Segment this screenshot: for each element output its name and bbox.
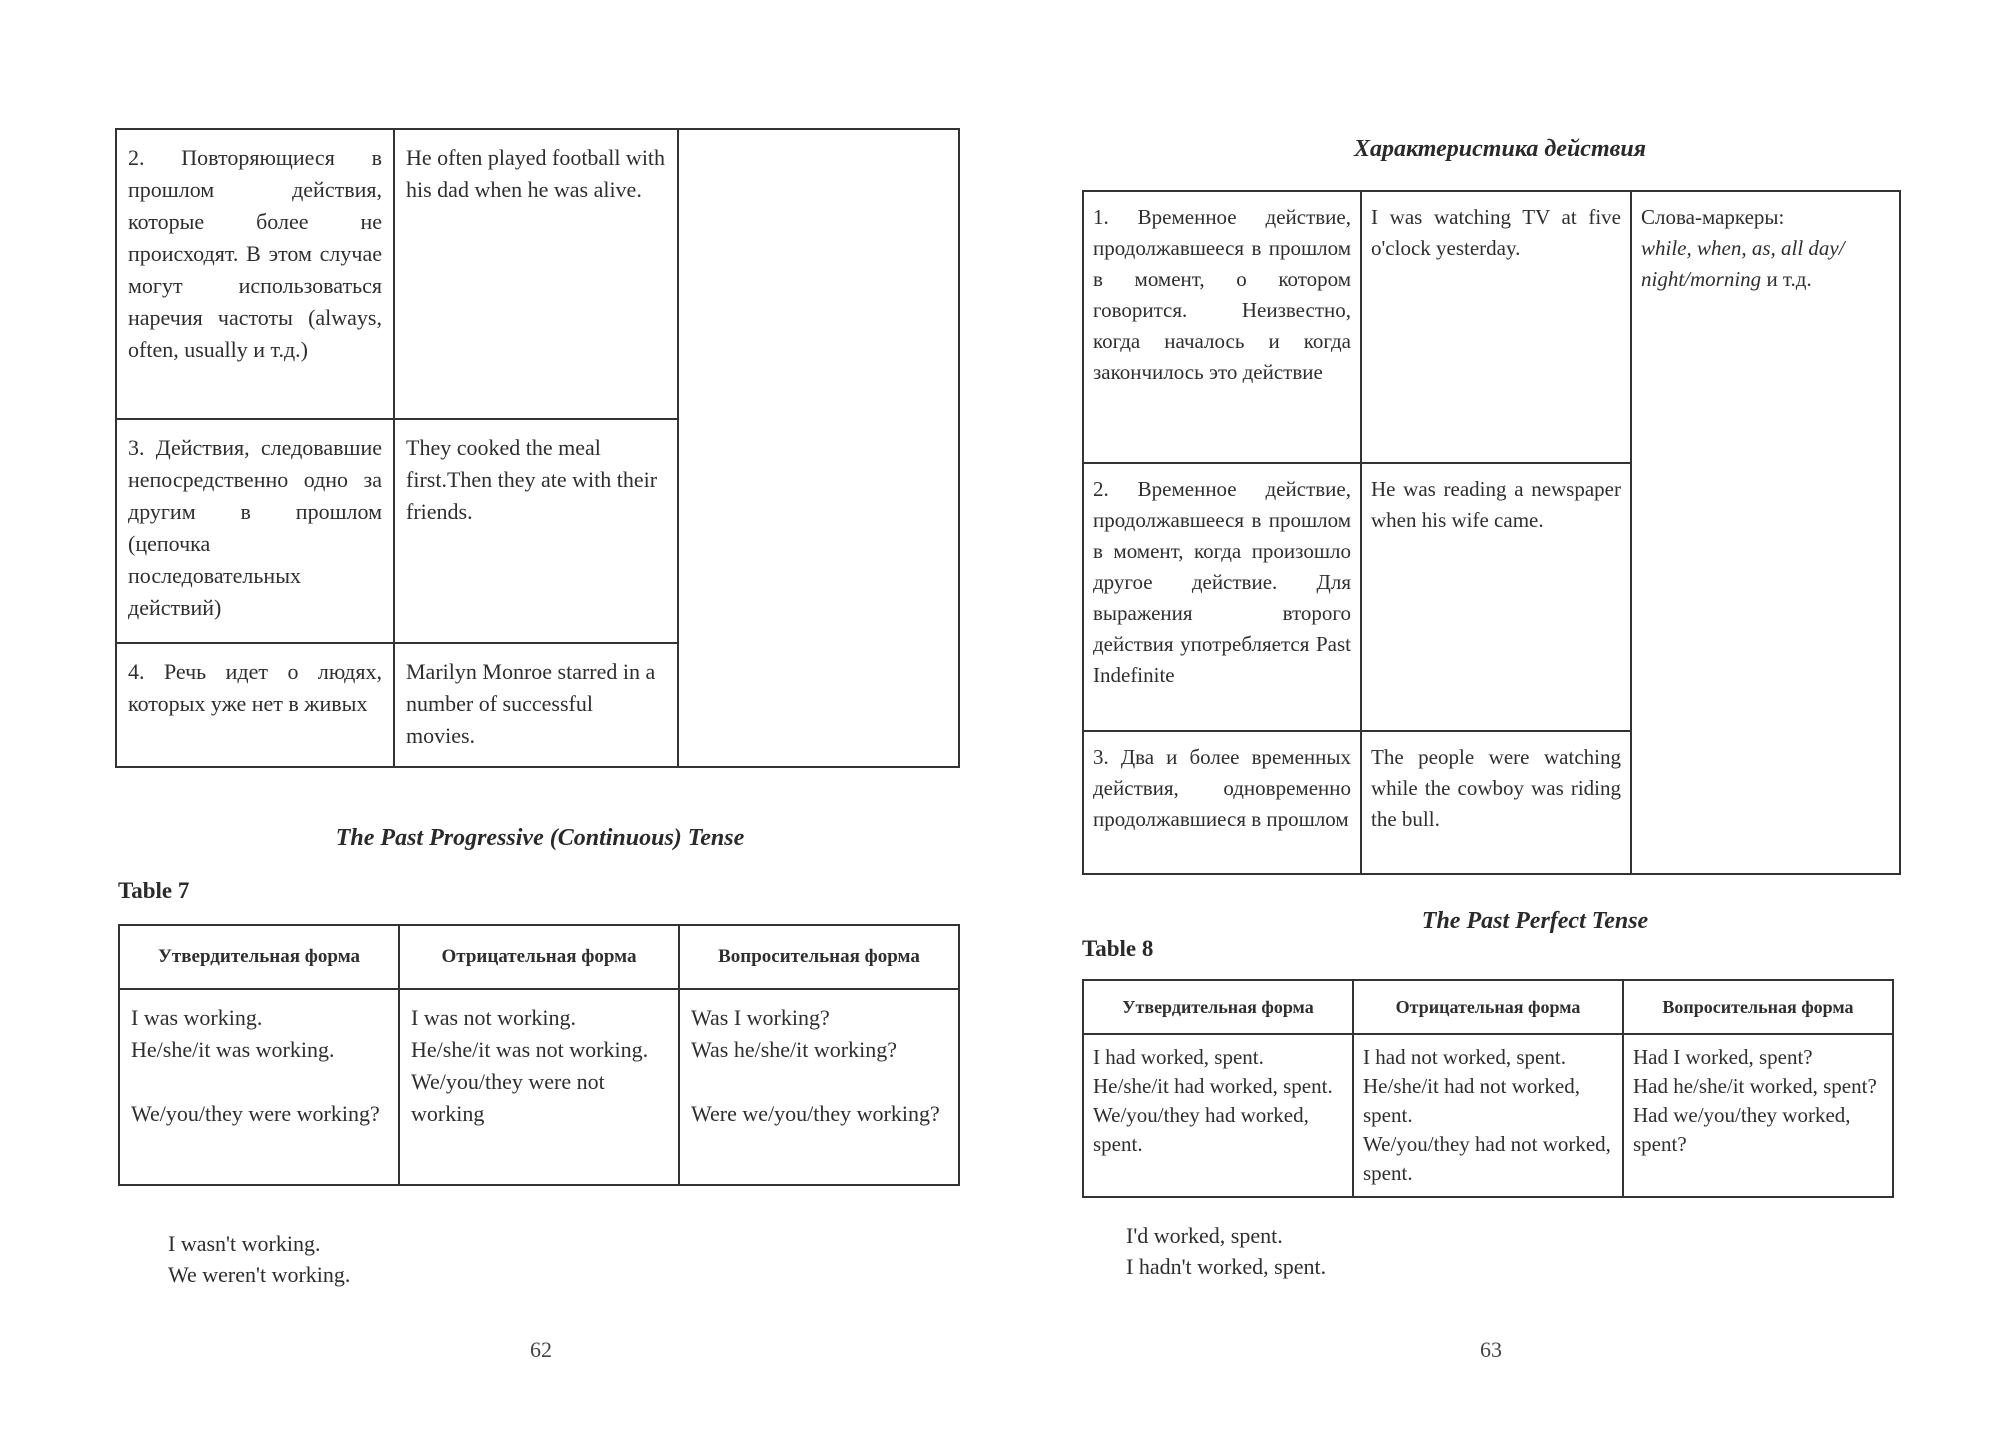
contraction-line: I hadn't worked, spent. <box>1126 1254 1327 1279</box>
action-example: He was reading a newspaper when his wife came. <box>1361 463 1631 731</box>
usage-example: He often played football with his dad when he was alive. <box>394 129 678 419</box>
header-affirmative: Утвердительная форма <box>119 925 399 989</box>
usage-description: 4. Речь идет о людях, которых уже нет в живых <box>116 643 394 767</box>
usage-note-cell <box>678 129 959 767</box>
usage-example: They cooked the meal first.Then they ate with their friends. <box>394 419 678 643</box>
header-negative: Отрицательная форма <box>1353 980 1623 1034</box>
section-heading-past-perfect: The Past Perfect Tense <box>1421 908 1649 934</box>
contraction-line: We weren't working. <box>168 1262 351 1287</box>
action-description: 1. Временное действие, продолжавшееся в прошлом в момент, о котором говорится. Неизвестно, когда началось и когда закончилось это действие <box>1083 191 1361 463</box>
section-heading: Характеристика действия <box>1353 136 1647 162</box>
header-interrogative: Вопросительная форма <box>1623 980 1893 1034</box>
table-header-row <box>1083 980 1893 1034</box>
action-example: The people were watching while the cowboy was riding the bull. <box>1361 731 1631 874</box>
markers-words: while, when, as, all day/ night/morning <box>1641 236 1845 291</box>
header-interrogative: Вопросительная форма <box>679 925 959 989</box>
marker-words-cell <box>1631 191 1900 874</box>
affirmative-forms: I was working. He/she/it was working. We/you/they were working? <box>119 989 399 1185</box>
page-number: 63 <box>1480 1337 1502 1362</box>
table-row <box>119 989 959 1185</box>
header-affirmative: Утвердительная форма <box>1083 980 1353 1034</box>
action-description: 3. Два и более временных действия, одновременно продолжавшиеся в прошлом <box>1083 731 1361 874</box>
negative-forms: I was not working. He/she/it was not working. We/you/they were not working <box>399 989 679 1185</box>
negative-forms: I had not worked, spent. He/she/it had not worked, spent. We/you/they had not worked, spent. <box>1353 1034 1623 1197</box>
right-page <box>1000 0 2000 1430</box>
interrogative-forms: Was I working? Was he/she/it working? Were we/you/they working? <box>679 989 959 1185</box>
action-example: I was watching TV at five o'clock yesterday. <box>1361 191 1631 463</box>
table-row <box>1083 191 1900 463</box>
action-description: 2. Временное действие, продолжавшееся в прошлом в момент, когда произошло другое действие. Для выражения второго действия употребляется Past Indefinite <box>1083 463 1361 731</box>
action-characteristics-table <box>1082 190 1901 875</box>
past-progressive-forms-table <box>118 924 960 1186</box>
contraction-line: I'd worked, spent. <box>1126 1223 1283 1248</box>
usage-description: 3. Действия, следовавшие непосредственно одно за другим в прошлом (цепочка последовательных действий) <box>116 419 394 643</box>
interrogative-forms: Had I worked, spent? Had he/she/it worked, spent? Had we/you/they worked, spent? <box>1623 1034 1893 1197</box>
usage-description: 2. Повторяющиеся в прошлом действия, которые более не происходят. В этом случае могут использоваться наречия частоты (always, often, usually и т.д.) <box>116 129 394 419</box>
markers-label: Слова-маркеры: <box>1641 205 1785 229</box>
usage-example: Marilyn Monroe starred in a number of successful movies. <box>394 643 678 767</box>
table-row <box>116 129 959 419</box>
section-heading: The Past Progressive (Continuous) Tense <box>335 825 745 851</box>
table-label: Table 7 <box>118 878 190 903</box>
markers-suffix: и т.д. <box>1761 267 1812 291</box>
contractions-block <box>168 1228 350 1290</box>
header-negative: Отрицательная форма <box>399 925 679 989</box>
affirmative-forms: I had worked, spent. He/she/it had worked, spent. We/you/they had worked, spent. <box>1083 1034 1353 1197</box>
contractions-block <box>1126 1220 1326 1282</box>
table-label: Table 8 <box>1082 936 1154 961</box>
page-number: 62 <box>530 1337 552 1362</box>
contraction-line: I wasn't working. <box>168 1231 321 1256</box>
past-simple-usage-table <box>115 128 960 768</box>
table-header-row <box>119 925 959 989</box>
table-row <box>1083 1034 1893 1197</box>
past-perfect-forms-table <box>1082 979 1894 1198</box>
